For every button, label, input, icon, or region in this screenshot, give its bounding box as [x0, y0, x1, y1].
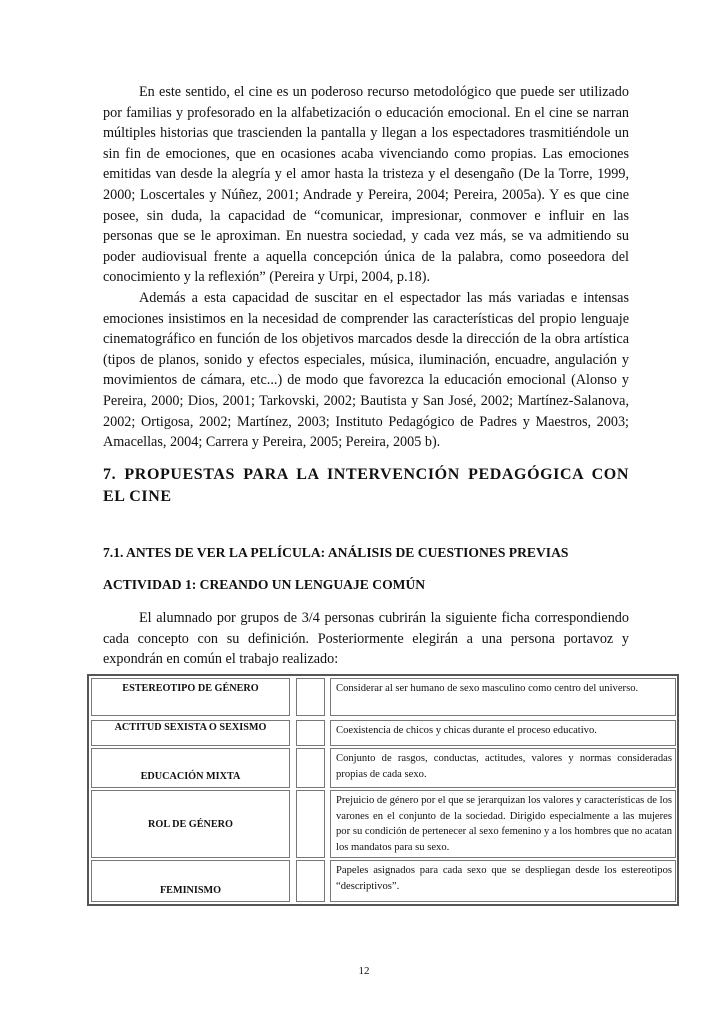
term-cell: ESTEREOTIPO DE GÉNERO — [91, 678, 290, 716]
answer-cell[interactable] — [296, 678, 325, 716]
definition-cell: Conjunto de rasgos, conductas, actitudes, valores y normas consideradas propias de cada sexo. — [330, 748, 676, 788]
section-heading: 7. PROPUESTAS PARA LA INTERVENCIÓN PEDAGÓGICA CON EL CINE — [103, 466, 629, 505]
term-cell: FEMINISMO — [91, 860, 290, 902]
answer-cell[interactable] — [296, 860, 325, 902]
answer-cell[interactable] — [296, 790, 325, 858]
term-cell: EDUCACIÓN MIXTA — [91, 748, 290, 788]
definition-cell: Prejuicio de género por el que se jerarquizan los valores y características de los varones en el conjunto de la sociedad. Dirigido especialmente a las mujeres por su condición de pertenecer al sexo femenino y a los hombres que no acatan los mandatos para su sexo. — [330, 790, 676, 858]
term-cell: ROL DE GÉNERO — [91, 790, 290, 858]
body-paragraph-1: En este sentido, el cine es un poderoso recurso metodológico que puede ser utilizado por familias y profesorado en la alfabetización o educación emocional. En el cine se narran múltiples historias que trascienden la pantalla y llegan a los espectadores trasmitiéndole un sin fin de emociones, que en ocasiones acaba vivenciando como propias. Las emociones emitidas van desde la alegría y el amor hasta la tristeza y el desengaño (De la Torre, 1999, 2000; Loscertales y Núñez, 2001; Andrade y Pereira, 2004; Pereira, 2005a). Y es que cine posee, sin duda, la capacidad de “comunicar, impresionar, conmover e influir en las personas que se le aproximan. En nuestra sociedad, y cada vez más, se va admitiendo su poder audiovisual frente a aquella concepción única de la palabra, como poseedora del conocimiento y la reflexión” (Pereira y Urpi, 2004, p.18). — [103, 84, 629, 286]
page-number: 12 — [358, 965, 370, 977]
body-paragraph-2: Además a esta capacidad de suscitar en el espectador las más variadas e intensas emociones insistimos en la necesidad de comprender las características del propio lenguaje cinematográfico en función de los objetivos marcados desde la dirección de la obra artística (tipos de planos, sonido y efectos especiales, música, iluminación, encuadre, angulación y movimientos de cámara, etc...) de modo que favorezca la educación emocional (Alonso y Pereira, 2000; Dios, 2001; Tarkovski, 2002; Bautista y San José, 2002; Martínez-Salanova, 2002; Ortigosa, 2002; Martínez, 2003; Instituto Pedagógico de Padres y Maestros, 2003; Amacellas, 2004; Carrera y Pereira, 2005; Pereira, 2005 b). — [103, 290, 629, 451]
definition-cell: Papeles asignados para cada sexo que se despliegan desde los estereotipos “descriptivos”. — [330, 860, 676, 902]
answer-cell[interactable] — [296, 748, 325, 788]
activity-instructions: El alumnado por grupos de 3/4 personas cubrirán la siguiente ficha correspondiendo cada concepto con su definición. Posteriormente elegirán a una persona portavoz y expondrán en común el trabajo realizado: — [103, 610, 629, 668]
activity-heading: ACTIVIDAD 1: CREANDO UN LENGUAJE COMÚN — [103, 577, 426, 592]
definition-cell: Coexistencia de chicos y chicas durante el proceso educativo. — [330, 720, 676, 746]
concept-matching-table — [87, 674, 679, 906]
answer-cell[interactable] — [296, 720, 325, 746]
term-cell: ACTITUD SEXISTA O SEXISMO — [91, 720, 290, 746]
subsection-heading: 7.1. ANTES DE VER LA PELÍCULA: ANÁLISIS DE CUESTIONES PREVIAS — [103, 545, 569, 560]
definition-cell: Considerar al ser humano de sexo masculino como centro del universo. — [330, 678, 676, 716]
